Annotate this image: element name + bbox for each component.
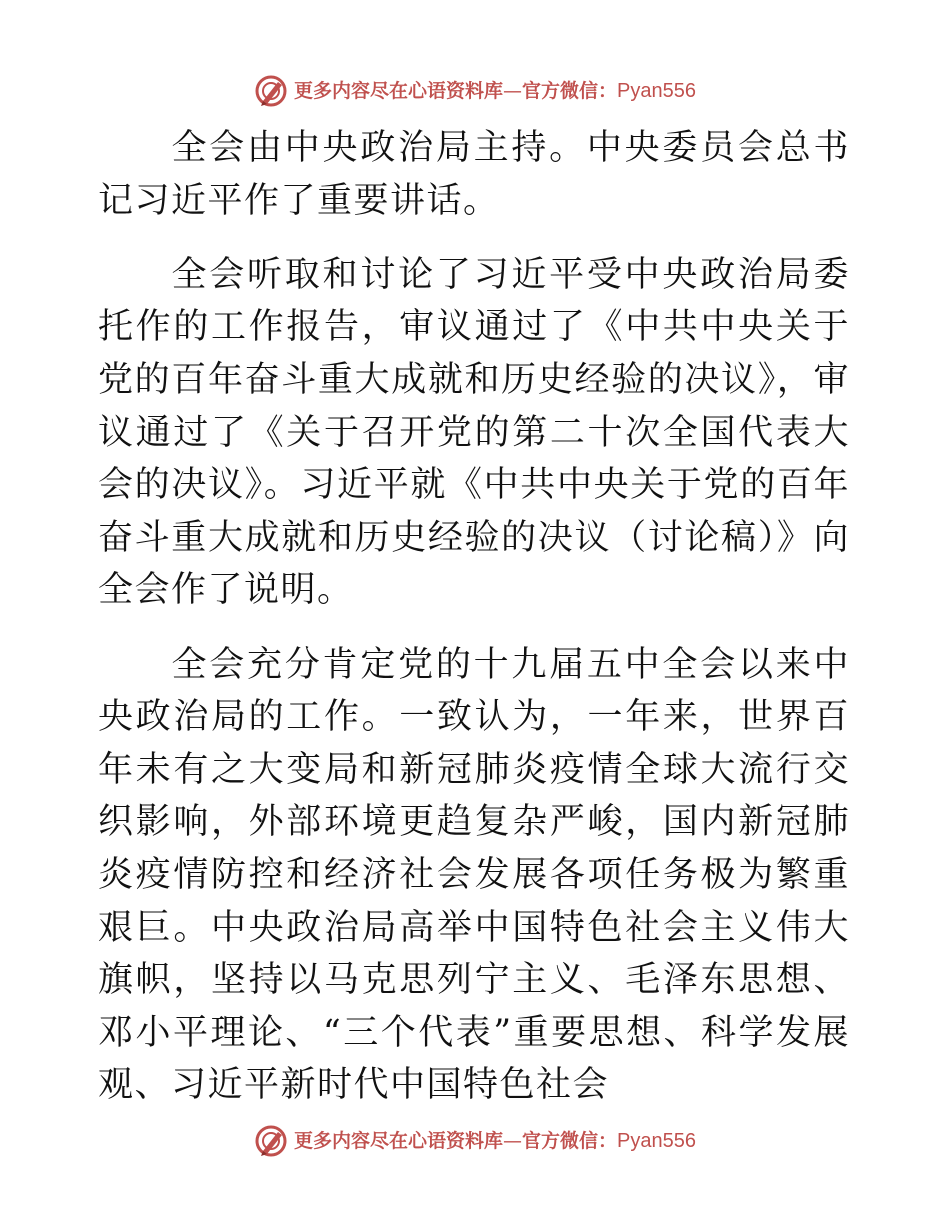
- watermark-text: [294, 1131, 696, 1151]
- watermark-main-text: 更多内容尽在心语资料库: [294, 1130, 504, 1152]
- paragraph-3: 全会充分肯定党的十九届五中全会以来中央政治局的工作。一致认为，一年来，世界百年未有之大变局和新冠肺炎疫情全球大流行交织影响，外部环境更趋复杂严峻，国内新冠肺炎疫情防控和经济社会发展各项任务极为繁重艰巨。中央政治局高举中国特色社会主义伟大旗帜，坚持以马克思列宁主义、毛泽东思想、邓小平理论、“三个代表”重要思想、科学发展观、习近平新时代中国特色社会: [98, 644, 850, 1106]
- watermark-text: [294, 81, 696, 101]
- watermark-wechat-id: Pyan556: [617, 1130, 696, 1152]
- watermark-sub-text: 官方微信：: [522, 1130, 618, 1152]
- document-body: [98, 122, 850, 1112]
- watermark-wechat-id: Pyan556: [617, 80, 696, 102]
- header-watermark: [0, 71, 950, 111]
- watermark-sub-text: 官方微信：: [522, 80, 618, 102]
- paragraph-2: 全会听取和讨论了习近平受中央政治局委托作的工作报告，审议通过了《中共中央关于党的百年奋斗重大成就和历史经验的决议》，审议通过了《关于召开党的第二十次全国代表大会的决议》。习近平就《中共中央关于党的百年奋斗重大成就和历史经验的决议（讨论稿）》向全会作了说明。: [98, 254, 850, 611]
- pen-logo-icon: [254, 74, 288, 108]
- watermark-dash: —: [503, 1130, 523, 1152]
- pen-logo-icon: [254, 1124, 288, 1158]
- footer-watermark: [0, 1121, 950, 1161]
- watermark-dash: —: [503, 80, 523, 102]
- paragraph-1: 全会由中央政治局主持。中央委员会总书记习近平作了重要讲话。: [98, 128, 850, 221]
- watermark-main-text: 更多内容尽在心语资料库: [294, 80, 504, 102]
